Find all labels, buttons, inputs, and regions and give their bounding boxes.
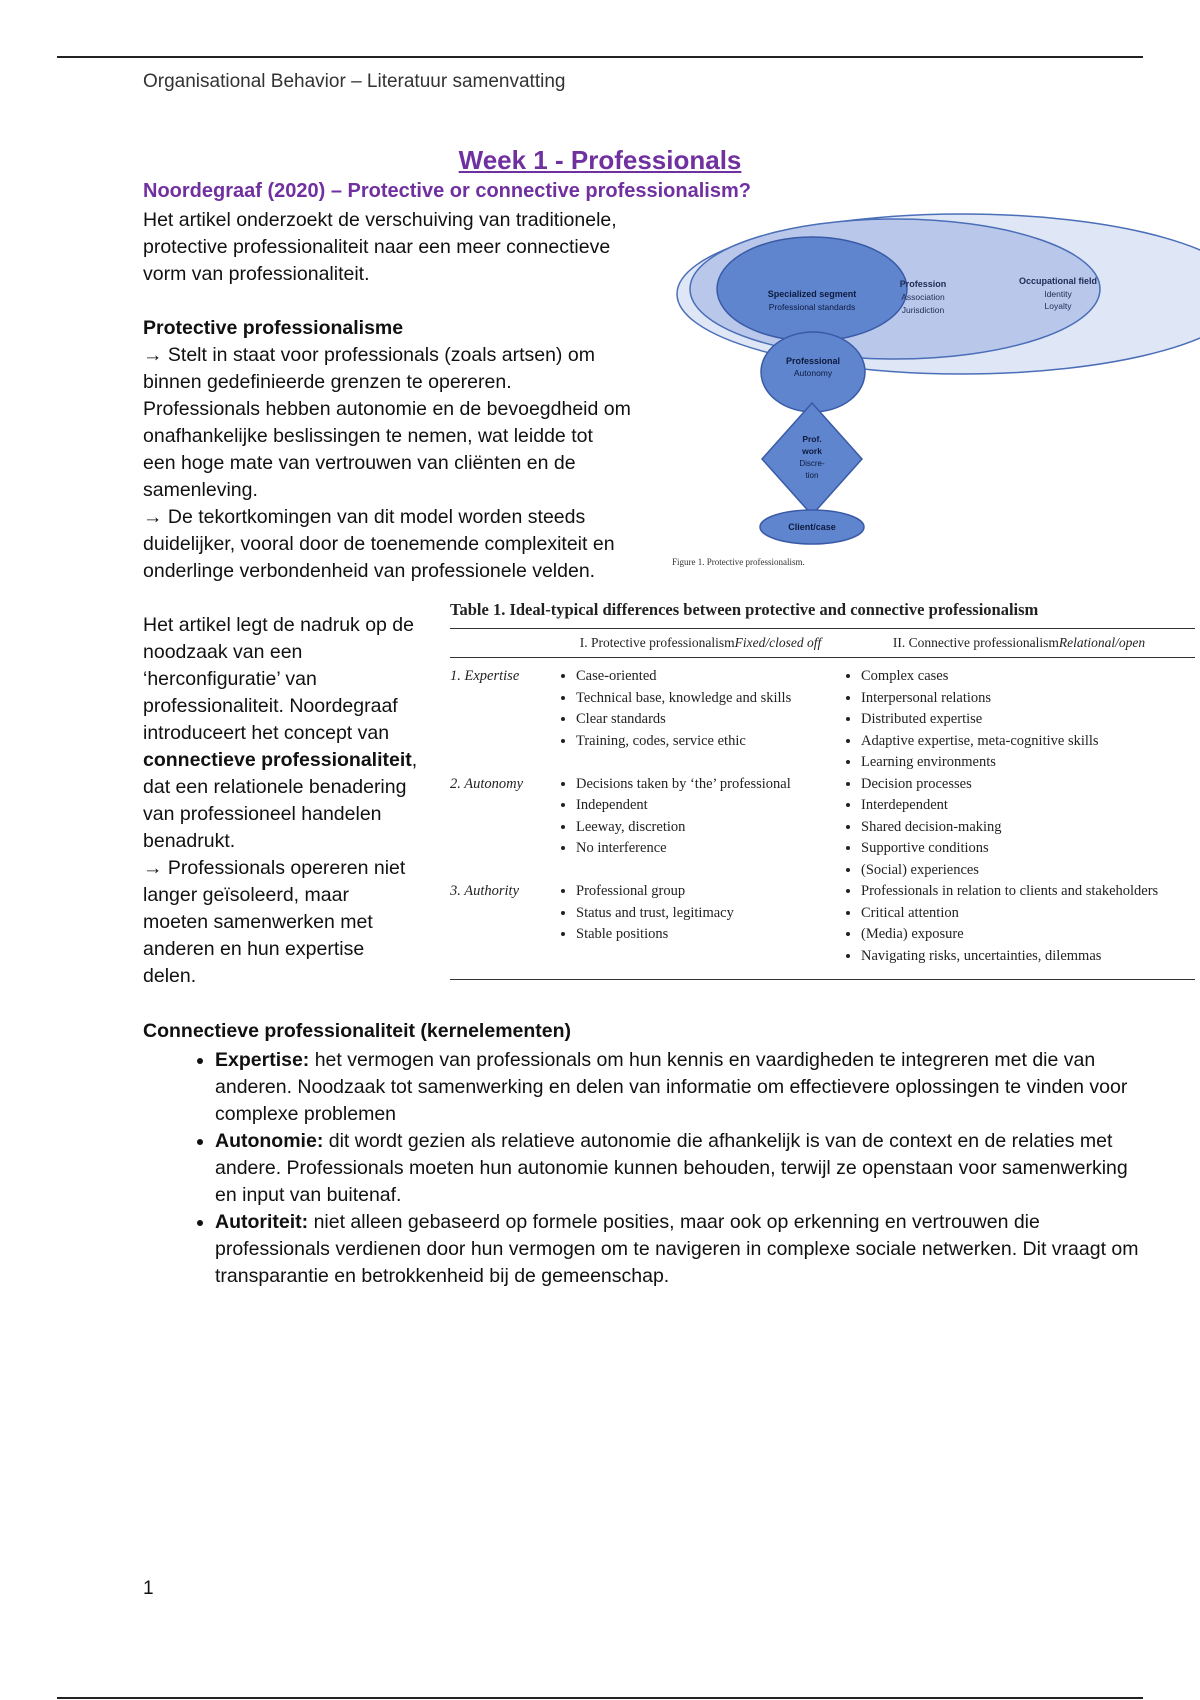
svg-text:Professional: Professional: [785, 356, 841, 366]
svg-text:Specialized segment: Specialized segment: [767, 289, 857, 299]
svg-text:Professional standards: Professional standards: [768, 302, 856, 312]
ideal-typical-table: [450, 600, 1195, 980]
running-header: Organisational Behavior – Literatuur samenvatting: [143, 71, 566, 92]
protective-heading: Protective professionalisme: [143, 317, 404, 339]
figure-caption: Figure 1. Protective professionalism.: [672, 557, 805, 567]
kernelementen-heading: Connectieve professionaliteit (kernelementen): [143, 1020, 572, 1042]
svg-text:Loyalty: Loyalty: [1044, 301, 1072, 311]
intro-paragraph: Het artikel onderzoekt de verschuiving van traditionele, protective professionaliteit naar een meer connectieve vorm van professionaliteit.: [143, 209, 617, 285]
table-header-row: I. Protective professionalismFixed/closed off II. Connective professionalismRelational/open: [579, 635, 1146, 650]
table-row: 1. Expertise • Case-oriented • Technical base, knowledge and skills • Clear standards • Training, codes, service ethic • Complex cases • Interpersonal relations • Distributed expertise • Adaptive expertise, meta-cognitive skills • Learning environments: [450, 666, 1195, 774]
protective-section: Protective professionalisme → Stelt in staat voor professionals (zoals artsen) om binnen gedefinieerde grenzen te opereren. Professionals hebben autonomie en de bevoegdheid om onafhankelijke beslissingen te nemen, wat leidde tot een hoge mate van vertrouwen van cliënten en de samenleving. → De tekortkomingen van dit model worden steeds duidelijker, vooral door de toenemende complexiteit en onderlinge verbondenheid van professionele velden.: [143, 317, 631, 582]
list-item: • Autonomie: dit wordt gezien als relatieve autonomie die afhankelijk is van de context en de relaties met andere. Professionals moeten hun autonomie kunnen behouden, terwijl ze openstaan voor samenwerking en input van buitenaf.: [215, 1128, 1145, 1209]
page-number: 1: [143, 1578, 154, 1599]
kernelementen-list: [143, 1047, 1145, 1290]
svg-text:Association: Association: [901, 292, 945, 302]
protective-professionalism-figure: [670, 207, 1200, 572]
svg-text:Discre-: Discre-: [799, 459, 825, 468]
table-row: 3. Authority • Professional group • Status and trust, legitimacy • Stable positions • Professionals in relation to clients and stakeholders • Critical attention • (Media) exposure • Navigating risks, uncertainties, dilemmas: [450, 881, 1195, 967]
list-item: • Autoriteit: niet alleen gebaseerd op formele posities, maar ook op erkenning en vertrouwen die professionals verdienen door hun vermogen om te navigeren in complexe sociale netwerken. Dit vraagt om transparantie en betrokkenheid bij de gemeenschap.: [215, 1209, 1145, 1290]
svg-text:Client/case: Client/case: [788, 522, 836, 532]
svg-text:Occupational field: Occupational field: [1018, 276, 1098, 286]
list-item: • Expertise: het vermogen van professionals om hun kennis en vaardigheden te integreren met die van anderen. Noodzaak tot samenwerking en delen van informatie om effectievere oplossingen te vinden voor complexe problemen: [215, 1047, 1145, 1128]
svg-text:Identity: Identity: [1044, 289, 1072, 299]
svg-text:work: work: [802, 446, 822, 456]
article-subtitle: Noordegraaf (2020) – Protective or connective professionalism?: [143, 180, 751, 202]
svg-text:Prof.: Prof.: [802, 434, 822, 444]
header-rule: [57, 56, 1143, 58]
table-title: Table 1. Ideal-typical differences between protective and connective professionalism: [450, 600, 1039, 619]
svg-text:tion: tion: [805, 471, 819, 480]
svg-text:Profession: Profession: [899, 279, 947, 289]
table-row: 2. Autonomy • Decisions taken by ‘the’ professional • Independent • Leeway, discretion • No interference • Decision processes • Interdependent • Shared decision-making • Supportive conditions • (Social) experiences: [450, 774, 1195, 882]
reconfiguration-paragraph: Het artikel legt de nadruk op de noodzaak van een ‘herconfiguratie’ van professionaliteit. Noordegraaf introduceert het concept van connectieve professionaliteit, dat een relationele benadering van professioneel handelen benadrukt. → Professionals opereren niet langer geïsoleerd, maar moeten samenwerken met anderen en hun expertise delen.: [143, 614, 418, 987]
svg-text:Jurisdiction: Jurisdiction: [901, 305, 945, 315]
footer-rule: [57, 1697, 1143, 1699]
page-title: Week 1 - Professionals: [458, 145, 742, 175]
connective-term: connectieve professionaliteit: [143, 749, 412, 771]
svg-text:Autonomy: Autonomy: [793, 368, 833, 378]
